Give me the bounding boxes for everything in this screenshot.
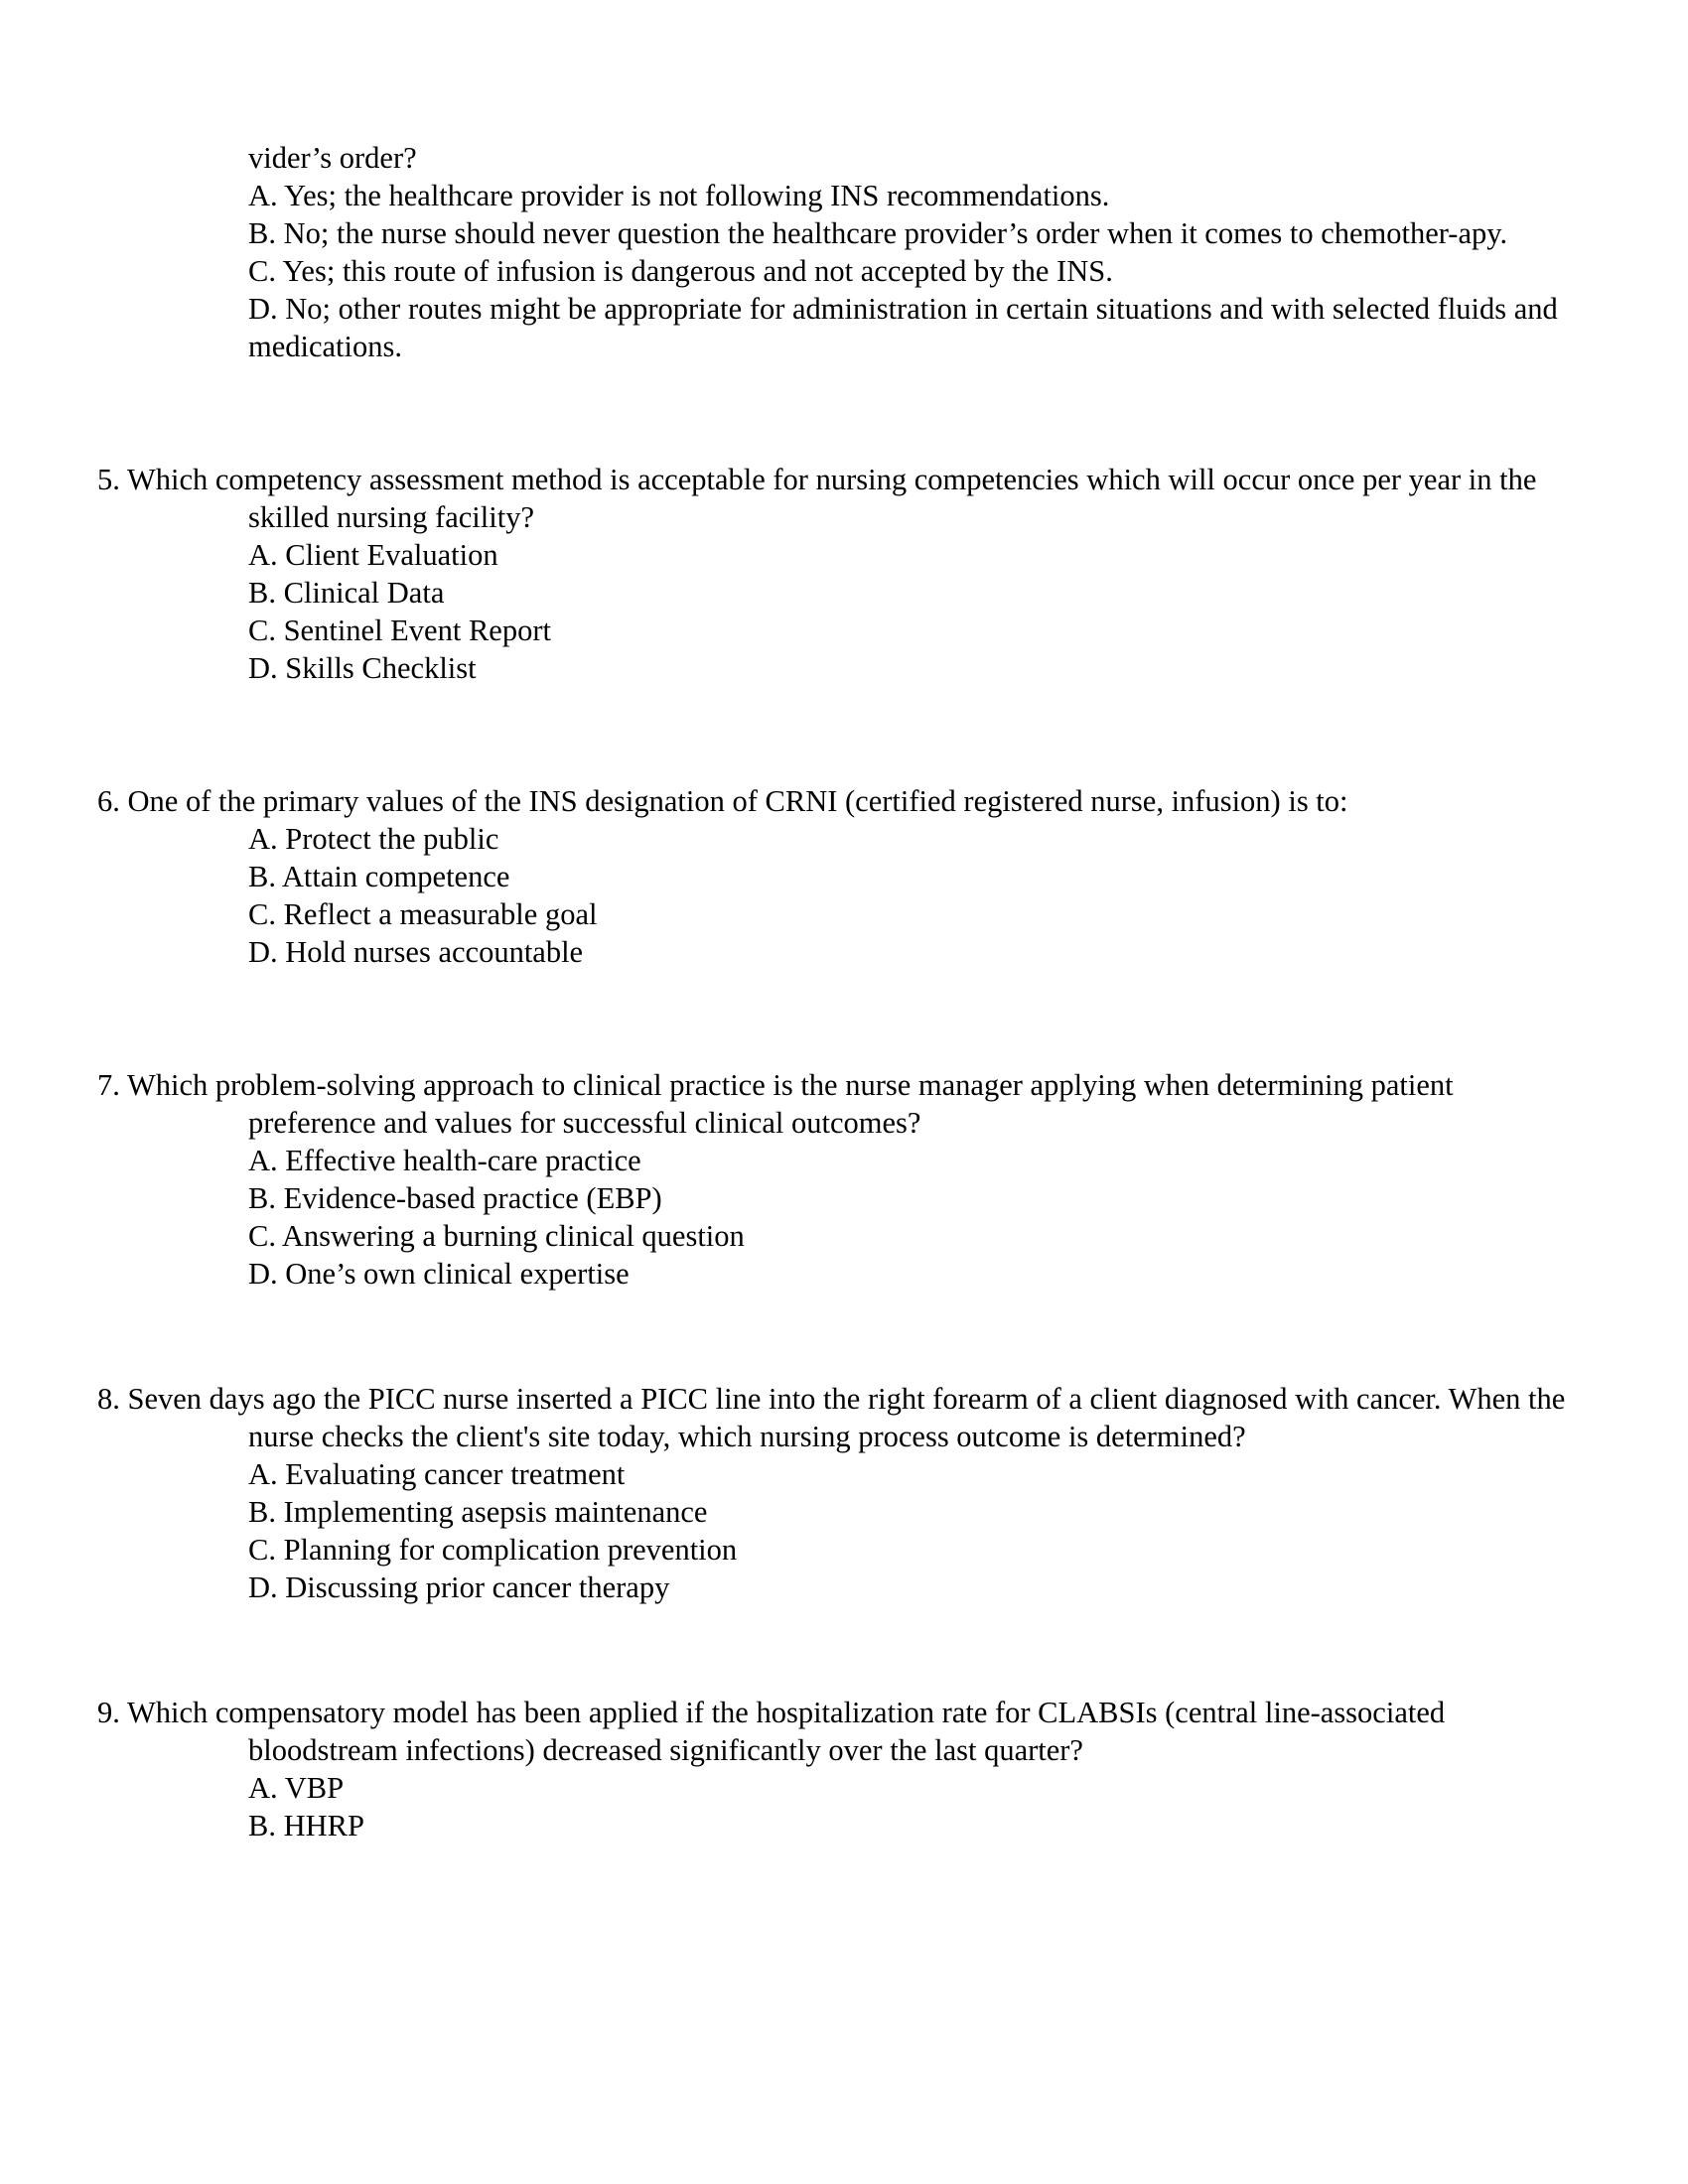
page-content: [97, 139, 1577, 1844]
question-7-options: [248, 1142, 1577, 1293]
question-5-option-c: C. Sentinel Event Report: [248, 614, 551, 647]
question-5-option-b: B. Clinical Data: [248, 576, 445, 610]
question-6-options: [248, 820, 1577, 971]
question-8-option-b: B. Implementing asepsis maintenance: [248, 1495, 708, 1529]
question-6-option-b: B. Attain competence: [248, 860, 510, 893]
question-8-option-c: C. Planning for complication prevention: [248, 1533, 738, 1567]
carryover-option-b: B. No; the nurse should never question the healthcare provider’s order when it comes to chemother-apy.: [248, 216, 1508, 250]
question-6-stem: 6. One of the primary values of the INS designation of CRNI (certified registered nurse, infusion) is to:: [97, 784, 1348, 818]
block-spacer: [97, 1293, 1577, 1380]
block-spacer: [97, 1606, 1577, 1694]
question-block-9: [97, 1694, 1577, 1844]
question-9-option-b: B. HHRP: [248, 1809, 364, 1843]
question-block-5: [97, 461, 1577, 687]
question-block-6: [97, 782, 1577, 971]
question-9-stem: 9. Which compensatory model has been applied if the hospitalization rate for CLABSIs (central line-associated bloodstream infections) decreased significantly over the last quarter?: [97, 1696, 1446, 1767]
block-spacer: [97, 365, 1577, 461]
question-8-stem: 8. Seven days ago the PICC nurse inserted a PICC line into the right forearm of a client diagnosed with cancer. When the nurse checks the client's site today, which nursing process outcome is determined?: [97, 1382, 1566, 1453]
question-5-stem: 5. Which competency assessment method is acceptable for nursing competencies which will occur once per year in the skilled nursing facility?: [97, 463, 1537, 534]
question-8-option-d: D. Discussing prior cancer therapy: [248, 1570, 670, 1604]
question-7-option-c: C. Answering a burning clinical question: [248, 1219, 745, 1253]
question-7-option-a: A. Effective health-care practice: [248, 1144, 641, 1177]
question-7-stem: 7. Which problem-solving approach to clinical practice is the nurse manager applying when determining patient preference and values for successful clinical outcomes?: [97, 1068, 1454, 1140]
block-spacer: [97, 687, 1577, 782]
question-block-8: [97, 1380, 1577, 1606]
carryover-question-block: [97, 139, 1577, 365]
question-block-7: [97, 1066, 1577, 1293]
question-9-options: [248, 1769, 1577, 1844]
question-9-option-a: A. VBP: [248, 1771, 345, 1805]
question-8-options: [248, 1455, 1577, 1606]
carryover-option-c: C. Yes; this route of infusion is dangerous and not accepted by the INS.: [248, 254, 1113, 288]
block-spacer: [97, 971, 1577, 1066]
question-5-options: [248, 536, 1577, 687]
carryover-option-d: D. No; other routes might be appropriate for administration in certain situations and with selected fluids and medications.: [248, 292, 1558, 363]
question-6-option-d: D. Hold nurses accountable: [248, 935, 584, 969]
question-8-option-a: A. Evaluating cancer treatment: [248, 1457, 626, 1491]
carryover-stem-tail: vider’s order?: [248, 141, 417, 175]
question-5-option-d: D. Skills Checklist: [248, 651, 477, 685]
question-7-option-b: B. Evidence-based practice (EBP): [248, 1181, 662, 1215]
question-6-option-c: C. Reflect a measurable goal: [248, 897, 598, 931]
question-6-option-a: A. Protect the public: [248, 822, 499, 856]
carryover-option-a: A. Yes; the healthcare provider is not following INS recommendations.: [248, 179, 1110, 212]
question-5-option-a: A. Client Evaluation: [248, 538, 498, 572]
question-7-option-d: D. One’s own clinical expertise: [248, 1257, 630, 1291]
